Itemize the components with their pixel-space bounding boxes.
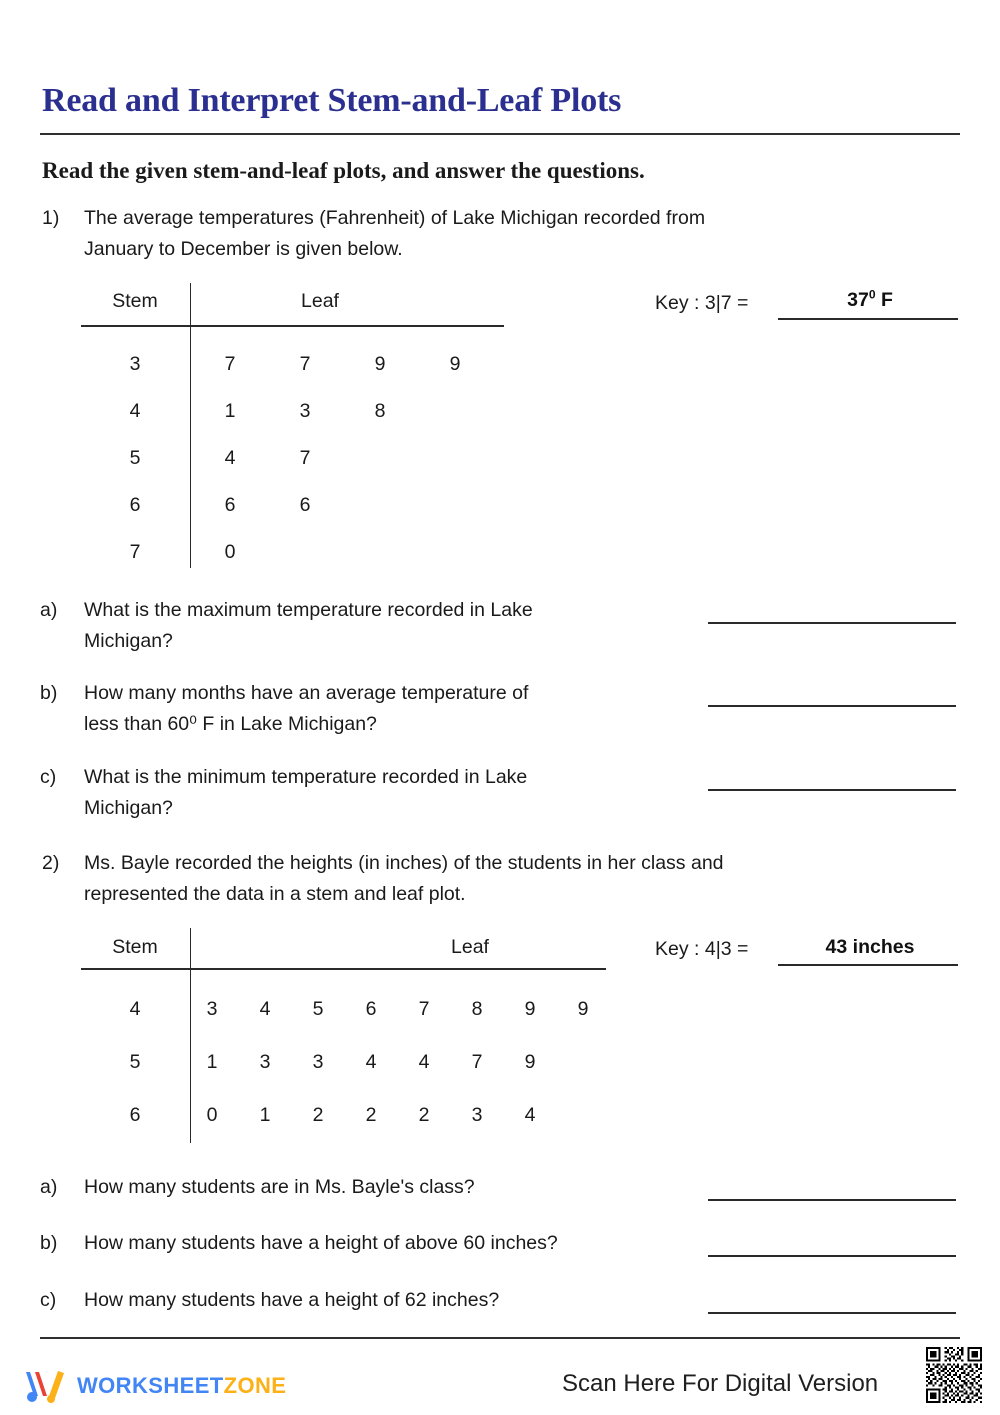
q1-sub-a-letter: a)	[40, 599, 58, 621]
q2-sub-a-answer-line[interactable]	[708, 1199, 956, 1201]
plot-1-key-value	[790, 289, 950, 312]
q1-sub-c-answer-line[interactable]	[708, 789, 956, 791]
plot-2-leaf-2-5: 3	[471, 1104, 483, 1126]
q1-sub-a-answer-line[interactable]	[708, 622, 956, 624]
plot-1-stem-1: 4	[129, 400, 141, 422]
plot-1-leaf-1-0: 1	[224, 400, 236, 422]
plot-2-leaf-1-5: 7	[471, 1051, 483, 1073]
question-2-text-line2: represented the data in a stem and leaf plot.	[84, 883, 466, 905]
plot-1-stem-3: 6	[129, 494, 141, 516]
logo-word-worksheet: WORKSHEET	[77, 1373, 224, 1398]
qr-code-icon	[924, 1345, 984, 1405]
q2-sub-c-line1: How many students have a height of 62 inches?	[84, 1289, 500, 1311]
plot-2-leaf-0-0: 3	[206, 998, 218, 1020]
q1-sub-b-answer-line[interactable]	[708, 705, 956, 707]
plot-1-leaf-1-1: 3	[299, 400, 311, 422]
plot-2-leaf-header: Leaf	[451, 936, 489, 958]
plot-2-leaf-1-6: 9	[524, 1051, 536, 1073]
plot-2-leaf-2-4: 2	[418, 1104, 430, 1126]
plot-2-leaf-2-3: 2	[365, 1104, 377, 1126]
plot-1-leaf-0-3: 9	[449, 353, 461, 375]
plot-1-leaf-0-0: 7	[224, 353, 236, 375]
plot-1-stem-2: 5	[129, 447, 141, 469]
plot-1-leaf-3-0: 6	[224, 494, 236, 516]
plot-2-key-value: 43 inches	[825, 936, 915, 958]
plot-2-leaf-1-0: 1	[206, 1051, 218, 1073]
q1-sub-b-line2: less than 60⁰ F in Lake Michigan?	[84, 713, 377, 735]
plot-2-leaf-0-1: 4	[259, 998, 271, 1020]
plot-1-leaf-0-1: 7	[299, 353, 311, 375]
plot-1-key-rule	[778, 318, 958, 320]
plot-2-leaf-2-0: 0	[206, 1104, 218, 1126]
question-2-text-line1: Ms. Bayle recorded the heights (in inches) of the students in her class and	[84, 852, 724, 874]
plot-1-key-unit: F	[880, 289, 893, 311]
q1-sub-c-line1: What is the minimum temperature recorded in Lake	[84, 766, 528, 788]
plot-2-leaf-0-7: 9	[577, 998, 589, 1020]
q2-sub-b-answer-line[interactable]	[708, 1255, 956, 1257]
plot-1-leaf-2-1: 7	[299, 447, 311, 469]
plot-2-leaf-1-1: 3	[259, 1051, 271, 1073]
page-title: Read and Interpret Stem-and-Leaf Plots	[42, 82, 622, 119]
plot-2-header-rule	[81, 968, 606, 970]
logo-wordmark	[77, 1373, 286, 1399]
plot-2-key-label: Key : 4|3 =	[655, 938, 749, 960]
q1-sub-a-line2: Michigan?	[84, 630, 173, 652]
question-1-number: 1)	[42, 207, 60, 229]
plot-2-leaf-0-4: 7	[418, 998, 430, 1020]
plot-2-leaf-0-3: 6	[365, 998, 377, 1020]
plot-1-stem-header: Stem	[112, 290, 158, 312]
plot-2-key-rule	[778, 964, 958, 966]
plot-2-leaf-1-4: 4	[418, 1051, 430, 1073]
q1-sub-a-line1: What is the maximum temperature recorded in Lake	[84, 599, 533, 621]
plot-1-leaf-0-2: 9	[374, 353, 386, 375]
plot-1-key-number: 37	[847, 289, 869, 311]
plot-1-leaf-1-2: 8	[374, 400, 386, 422]
plot-1-key-degree: 0	[868, 287, 876, 302]
q1-sub-b-line1: How many months have an average temperature of	[84, 682, 529, 704]
plot-2-stem-1: 5	[129, 1051, 141, 1073]
question-1-text-line2: January to December is given below.	[84, 238, 403, 260]
plot-1-key-label: Key : 3|7 =	[655, 292, 749, 314]
q2-sub-b-letter: b)	[40, 1232, 58, 1254]
plot-1-stem-4: 7	[129, 541, 141, 563]
plot-2-leaf-2-1: 1	[259, 1104, 271, 1126]
plot-2-stem-header: Stem	[112, 936, 158, 958]
worksheet-zone-logo[interactable]	[24, 1366, 286, 1406]
plot-2-stem-2: 6	[129, 1104, 141, 1126]
plot-1-header-rule	[81, 325, 504, 327]
plot-2-stem-0: 4	[129, 998, 141, 1020]
q2-sub-c-answer-line[interactable]	[708, 1312, 956, 1314]
footer-divider	[40, 1337, 960, 1339]
plot-1-leaf-4-0: 0	[224, 541, 236, 563]
qr-code[interactable]	[924, 1345, 984, 1405]
plot-2-leaf-1-2: 3	[312, 1051, 324, 1073]
plot-1-leaf-2-0: 4	[224, 447, 236, 469]
q2-sub-a-line1: How many students are in Ms. Bayle's class?	[84, 1176, 475, 1198]
plot-2-leaf-1-3: 4	[365, 1051, 377, 1073]
plot-2-leaf-0-5: 8	[471, 998, 483, 1020]
logo-word-zone: ZONE	[223, 1373, 287, 1398]
plot-2-leaf-0-6: 9	[524, 998, 536, 1020]
plot-2-leaf-2-6: 4	[524, 1104, 536, 1126]
plot-2-leaf-2-2: 2	[312, 1104, 324, 1126]
plot-1-leaf-header: Leaf	[301, 290, 339, 312]
q1-sub-b-letter: b)	[40, 682, 58, 704]
logo-w-icon	[24, 1366, 68, 1406]
instructions-text: Read the given stem-and-leaf plots, and answer the questions.	[42, 158, 645, 183]
q1-sub-c-letter: c)	[40, 766, 57, 788]
question-2-number: 2)	[42, 852, 60, 874]
q2-sub-b-line1: How many students have a height of above 60 inches?	[84, 1232, 558, 1254]
question-1-text-line1: The average temperatures (Fahrenheit) of Lake Michigan recorded from	[84, 207, 706, 229]
title-divider	[40, 133, 960, 135]
scan-here-text: Scan Here For Digital Version	[562, 1370, 879, 1397]
q2-sub-c-letter: c)	[40, 1289, 57, 1311]
q2-sub-a-letter: a)	[40, 1176, 58, 1198]
plot-2-column-divider	[190, 928, 191, 1143]
plot-1-stem-0: 3	[129, 353, 141, 375]
plot-1-leaf-3-1: 6	[299, 494, 311, 516]
q1-sub-c-line2: Michigan?	[84, 797, 173, 819]
plot-2-leaf-0-2: 5	[312, 998, 324, 1020]
